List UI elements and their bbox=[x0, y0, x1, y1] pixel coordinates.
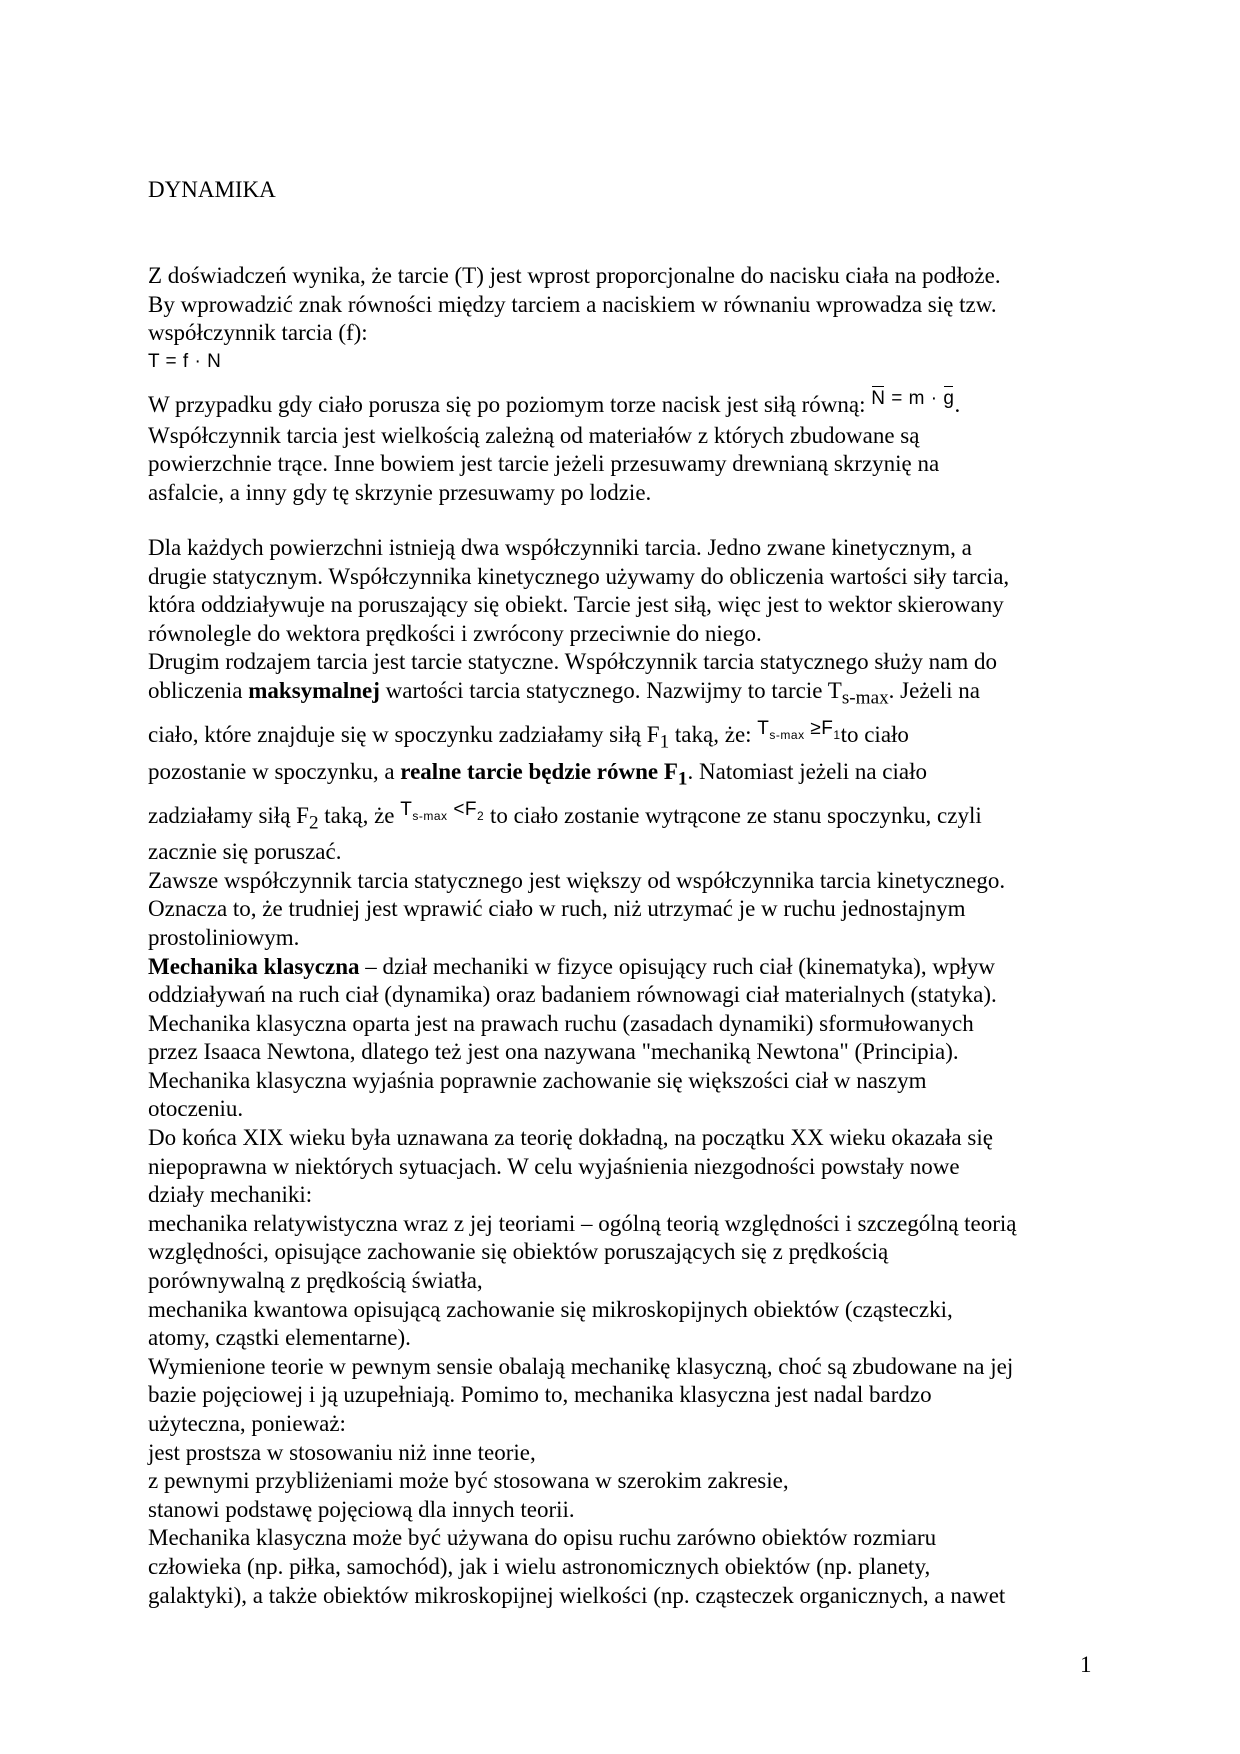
text-span: wartości tarcia statycznego. Nazwijmy to tarcie T bbox=[379, 677, 842, 703]
text-span: – dział mechaniki w fizyce opisujący ruch ciał (kinematyka), wpływ bbox=[359, 953, 995, 979]
text-line: działy mechaniki: bbox=[148, 1182, 313, 1208]
text-line: bazie pojęciowej i ją uzupełniają. Pomimo to, mechanika klasyczna jest nadal bardzo bbox=[148, 1382, 932, 1408]
formula-static-break bbox=[400, 798, 485, 823]
paragraph-main-body bbox=[148, 534, 1108, 1610]
formula-sub: s-max bbox=[412, 808, 448, 823]
text-line: Współczynnik tarcia jest wielkością zależną od materiałów z których zbudowane są bbox=[148, 422, 920, 448]
text-span: . bbox=[954, 392, 961, 417]
document-title: DYNAMIKA bbox=[148, 177, 276, 202]
text-line: człowieka (np. piłka, samochód), jak i wielu astronomicznych obiektów (np. planety, bbox=[148, 1553, 931, 1579]
text-line: jest prostsza w stosowaniu niż inne teorie, bbox=[148, 1439, 536, 1465]
text-span: obliczenia bbox=[148, 677, 249, 703]
text-line bbox=[148, 758, 1108, 794]
text-line: równolegle do wektora prędkości i zwrócony przeciwnie do niego. bbox=[148, 620, 762, 646]
text-line: powierzchnie trące. Inne bowiem jest tarcie jeżeli przesuwamy drewnianą skrzynię na bbox=[148, 451, 940, 477]
paragraph-friction-intro bbox=[148, 262, 1108, 376]
text-line: Mechanika klasyczna wyjaśnia poprawnie zachowanie się większości ciał w naszym bbox=[148, 1067, 927, 1093]
formula-normal-force bbox=[871, 388, 954, 409]
subscript: 1 bbox=[659, 731, 670, 753]
text-line bbox=[148, 388, 1108, 422]
formula-T: T bbox=[757, 718, 770, 740]
text-line: stanowi podstawę pojęciową dla innych teorii. bbox=[148, 1496, 575, 1522]
page-number: 1 bbox=[1080, 1652, 1092, 1677]
text-line: Z doświadczeń wynika, że tarcie (T) jest wprost proporcjonalne do nacisku ciała na podłoże. bbox=[148, 263, 1001, 288]
text-line: Mechanika klasyczna może być używana do opisu ruchu zarówno obiektów rozmiaru bbox=[148, 1525, 937, 1551]
text-span: to ciało bbox=[840, 722, 909, 748]
bold-text: realne tarcie będzie równe F bbox=[400, 758, 678, 784]
text-line bbox=[148, 798, 1108, 838]
text-line: Wymienione teorie w pewnym sensie obalają mechanikę klasyczną, choć są zbudowane na jej bbox=[148, 1353, 1014, 1379]
subscript: 1 bbox=[677, 768, 688, 790]
subscript: 2 bbox=[308, 812, 319, 834]
text-line: względności, opisujące zachowanie się obiektów poruszających się z prędkością bbox=[148, 1239, 889, 1265]
text-line: atomy, cząstki elementarne). bbox=[148, 1325, 411, 1351]
text-line: Oznacza to, że trudniej jest wprawić ciało w ruch, niż utrzymać je w ruchu jednostajnym bbox=[148, 896, 966, 922]
text-line bbox=[148, 677, 1108, 713]
text-line: zacznie się poruszać. bbox=[148, 839, 342, 865]
text-line: współczynnik tarcia (f): bbox=[148, 320, 368, 346]
text-span: . Jeżeli na bbox=[888, 677, 980, 703]
text-line bbox=[148, 718, 1108, 757]
formula-mid: = m · bbox=[885, 388, 944, 409]
text-span: . Natomiast jeżeli na ciało bbox=[687, 758, 927, 784]
text-line: która oddziaływuje na poruszający się obiekt. Tarcie jest siłą, więc jest to wektor skierowany bbox=[148, 592, 1004, 618]
text-span: pozostanie w spoczynku, a bbox=[148, 758, 401, 784]
text-span: W przypadku gdy ciało porusza się po poziomym torze nacisk jest siłą równą: bbox=[148, 392, 866, 417]
text-line: Drugim rodzajem tarcia jest tarcie statyczne. Współczynnik tarcia statycznego służy nam do bbox=[148, 649, 997, 675]
text-line: niepoprawna w niektórych sytuacjach. W celu wyjaśnienia niezgodności powstały nowe bbox=[148, 1153, 960, 1179]
formula-static-hold bbox=[757, 718, 841, 742]
formula-sub: 1 bbox=[833, 727, 841, 742]
text-line: mechanika kwantowa opisującą zachowanie się mikroskopijnych obiektów (cząsteczki, bbox=[148, 1296, 953, 1322]
text-span: to ciało zostanie wytrącone ze stanu spoczynku, czyli bbox=[484, 802, 982, 828]
text-line: Mechanika klasyczna oparta jest na prawach ruchu (zasadach dynamiki) sformułowanych bbox=[148, 1010, 974, 1036]
text-line: By wprowadzić znak równości między tarciem a naciskiem w równaniu wprowadza się tzw. bbox=[148, 291, 997, 317]
text-line: galaktyki), a także obiektów mikroskopijnej wielkości (np. cząsteczek organicznych, a nawet bbox=[148, 1582, 1006, 1608]
formula-rel: <F bbox=[447, 798, 478, 820]
text-span: taką, że bbox=[318, 802, 401, 828]
text-line: asfalcie, a inny gdy tę skrzynie przesuwamy po lodzie. bbox=[148, 479, 652, 505]
text-span: taką, że: bbox=[669, 722, 758, 748]
text-line: z pewnymi przybliżeniami może być stosowana w szerokim zakresie, bbox=[148, 1468, 789, 1494]
bold-text: maksymalnej bbox=[248, 677, 380, 703]
vector-g: g bbox=[943, 385, 954, 414]
formula-T: T bbox=[400, 798, 413, 820]
formula-sub: 2 bbox=[477, 808, 485, 823]
text-line: drugie statycznym. Współczynnika kinetycznego używamy do obliczenia wartości siły tarcia, bbox=[148, 563, 1010, 589]
text-line: przez Isaaca Newtona, dlatego też jest ona nazywana "mechaniką Newtona" (Principia). bbox=[148, 1039, 959, 1065]
text-span: zadziałamy siłą F bbox=[148, 802, 309, 828]
text-span: ciało, które znajduje się w spoczynku zadziałamy siłą F bbox=[148, 722, 660, 748]
text-line: Do końca XIX wieku była uznawana za teorię dokładną, na początku XX wieku okazała się bbox=[148, 1125, 993, 1151]
paragraph-normal-force bbox=[148, 388, 1108, 507]
text-line: porównywalną z prędkością światła, bbox=[148, 1268, 483, 1294]
text-line bbox=[148, 953, 1108, 982]
subscript: s-max bbox=[841, 687, 889, 709]
text-line: prostoliniowym. bbox=[148, 924, 300, 950]
text-line: mechanika relatywistyczna wraz z jej teoriami – ogólną teorią względności i szczególną teorią bbox=[148, 1210, 1017, 1236]
formula-friction: T = f · N bbox=[148, 350, 222, 372]
bold-text: Mechanika klasyczna bbox=[148, 953, 360, 979]
vector-N: N bbox=[871, 385, 885, 414]
text-line: użyteczna, ponieważ: bbox=[148, 1411, 346, 1436]
text-line: otoczeniu. bbox=[148, 1096, 244, 1122]
text-line: oddziaływań na ruch ciał (dynamika) oraz badaniem równowagi ciał materialnych (statyka). bbox=[148, 982, 997, 1008]
text-line: Dla każdych powierzchni istnieją dwa współczynniki tarcia. Jedno zwane kinetycznym, a bbox=[148, 535, 972, 560]
formula-rel: ≥F bbox=[804, 718, 834, 740]
formula-sub: s-max bbox=[769, 727, 805, 742]
text-line: Zawsze współczynnik tarcia statycznego jest większy od współczynnika tarcia kinetycznego. bbox=[148, 867, 1006, 893]
